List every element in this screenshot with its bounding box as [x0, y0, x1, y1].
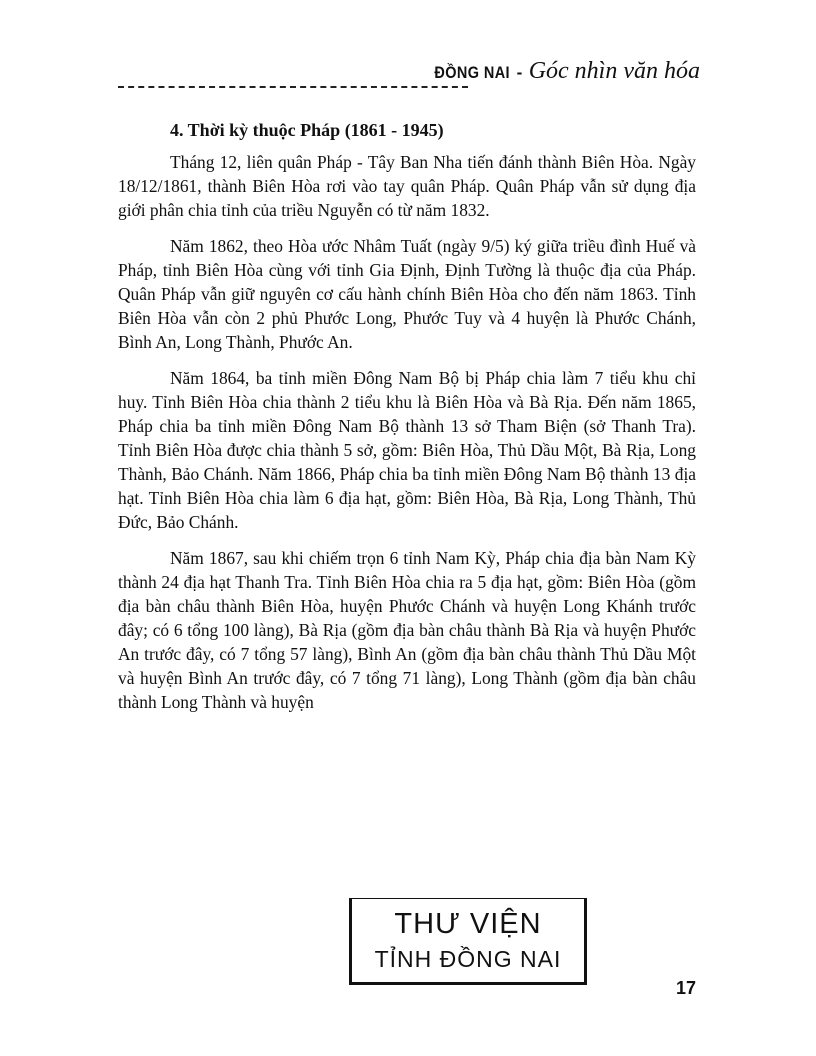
- section-heading: 4. Thời kỳ thuộc Pháp (1861 - 1945): [170, 120, 444, 140]
- header-dashed-rule: [118, 86, 468, 88]
- stamp-line-2: TỈNH ĐỒNG NAI: [374, 946, 562, 972]
- library-stamp: [349, 898, 587, 985]
- page-number: 17: [675, 978, 696, 998]
- book-subtitle: Góc nhìn văn hóa: [528, 58, 700, 84]
- running-header: [118, 58, 700, 94]
- paragraph-4: Năm 1867, sau khi chiếm trọn 6 tỉnh Nam Kỳ, Pháp chia địa bàn Nam Kỳ thành 24 địa hạt Thanh Tra. Tỉnh Biên Hòa chia ra 5 địa hạt, gồm: Biên Hòa (gồm địa bàn châu thành Biên Hòa, huyện Phước Chánh và huyện Long Khánh trước đây; có 6 tổng 100 làng), Bà Rịa (gồm địa bàn châu thành Bà Rịa và huyện Phước An trước đây, có 7 tổng 57 làng), Bình An (gồm địa bàn châu thành Thủ Dầu Một và huyện Bình An trước đây, có 7 tổng 71 làng), Long Thành (gồm địa bàn châu thành Long Thành và huyện: [118, 548, 696, 712]
- paragraph-3: Năm 1864, ba tỉnh miền Đông Nam Bộ bị Pháp chia làm 7 tiểu khu chỉ huy. Tỉnh Biên Hòa chia thành 2 tiểu khu là Biên Hòa và Bà Rịa. Đến năm 1865, Pháp chia ba tỉnh miền Đông Nam Bộ thành 13 sở Tham Biện (sở Thanh Tra). Tỉnh Biên Hòa được chia thành 5 sở, gồm: Biên Hòa, Thủ Dầu Một, Bà Rịa, Long Thành, Bảo Chánh. Năm 1866, Pháp chia ba tỉnh miền Đông Nam Bộ thành 13 địa hạt. Tỉnh Biên Hòa chia làm 6 địa hạt, gồm: Biên Hòa, Bà Rịa, Long Thành, Thủ Đức, Bảo Chánh.: [118, 368, 696, 532]
- paragraph-2: Năm 1862, theo Hòa ước Nhâm Tuất (ngày 9/5) ký giữa triều đình Huế và Pháp, tỉnh Biên Hòa cùng với tỉnh Gia Định, Định Tường là thuộc địa của Pháp. Quân Pháp vẫn giữ nguyên cơ cấu hành chính Biên Hòa cho đến năm 1863. Tỉnh Biên Hòa vẫn còn 2 phủ Phước Long, Phước Tuy và 4 huyện là Phước Chánh, Bình An, Long Thành, Phước An.: [118, 236, 696, 352]
- header-title: [421, 58, 700, 85]
- paragraph-1: Tháng 12, liên quân Pháp - Tây Ban Nha tiến đánh thành Biên Hòa. Ngày 18/12/1861, thành Biên Hòa rơi vào tay quân Pháp. Quân Pháp vẫn sử dụng địa giới phân chia tỉnh của triều Nguyễn có từ năm 1832.: [118, 152, 696, 220]
- page-body: [118, 118, 696, 726]
- header-separator: -: [516, 63, 523, 82]
- book-title: ĐỒNG NAI: [434, 63, 511, 82]
- stamp-line-1: THƯ VIỆN: [394, 908, 542, 940]
